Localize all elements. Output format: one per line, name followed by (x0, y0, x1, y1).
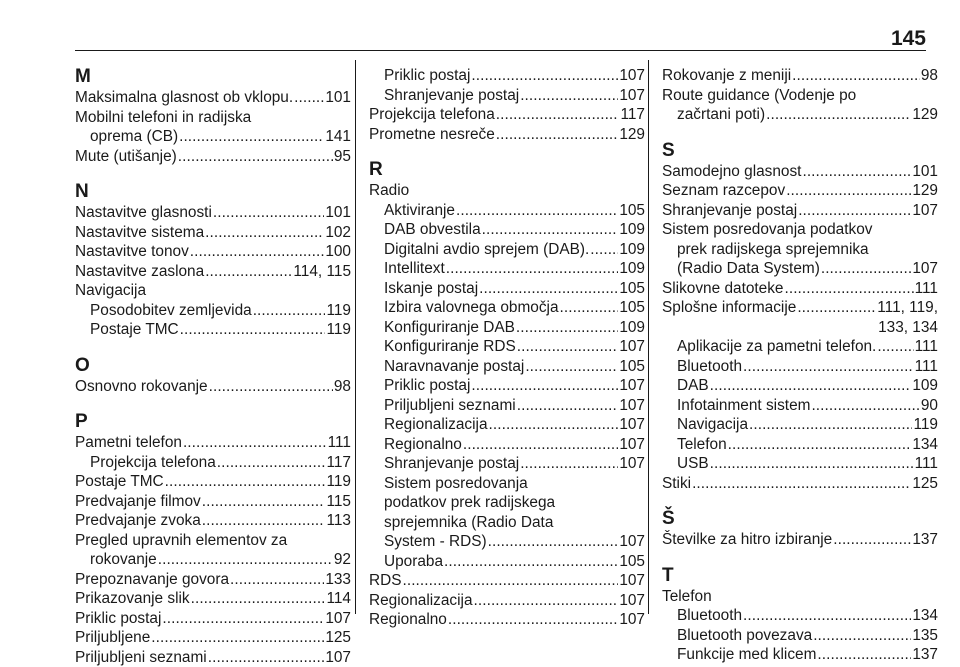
entry-text: Regionalno (369, 610, 447, 630)
entry-page: 133 (325, 570, 351, 590)
dot-leader (446, 259, 619, 279)
entry-text: Prepoznavanje govora (75, 570, 229, 590)
entry-text: Predvajanje filmov (75, 492, 201, 512)
dot-leader (813, 626, 911, 646)
entry-text: Posodobitev zemljevida (90, 301, 252, 321)
entry-text: začrtani poti) (677, 105, 765, 125)
index-subentry (369, 337, 645, 357)
dot-leader (743, 357, 914, 377)
entry-text: Nastavitve tonov (75, 242, 189, 262)
dot-leader (743, 606, 911, 626)
index-entry (75, 433, 351, 453)
entry-page: 98 (334, 377, 351, 397)
index-subentry (369, 86, 645, 106)
dot-leader (444, 552, 618, 572)
entry-page: 114, 115 (293, 262, 351, 282)
entry-page: 102 (325, 223, 351, 243)
index-subentry (662, 396, 938, 416)
entry-text: Prikazovanje slik (75, 589, 190, 609)
dot-leader (213, 203, 324, 223)
index-entry (662, 279, 938, 299)
entry-page: 107 (325, 609, 351, 629)
index-subentry (369, 298, 645, 318)
entry-page: 107 (619, 396, 645, 416)
index-letter-heading: M (75, 66, 351, 88)
entry-text: Rokovanje z meniji (662, 66, 791, 86)
entry-text: Postaje TMC (75, 472, 164, 492)
index-subentry-line: prek radijskega sprejemnika (662, 240, 938, 260)
dot-leader (520, 454, 618, 474)
dot-leader (403, 571, 619, 591)
index-subentry (662, 626, 938, 646)
dot-leader (151, 628, 324, 648)
entry-text: Funkcije med klicem (677, 645, 816, 665)
entry-page: 100 (325, 242, 351, 262)
index-entry-line: Radio (369, 181, 645, 201)
entry-text: Intellitext (384, 259, 445, 279)
dot-leader (817, 645, 911, 665)
entry-text: Maksimalna glasnost ob vklopu. (75, 88, 293, 108)
dot-leader (517, 337, 619, 357)
index-subentry (662, 259, 938, 279)
dot-leader (792, 66, 920, 86)
dot-leader (456, 201, 618, 221)
index-entry (662, 66, 938, 86)
entry-page: 105 (619, 201, 645, 221)
entry-page: 119 (326, 472, 351, 492)
index-entry (662, 298, 938, 318)
dot-leader (833, 530, 911, 550)
entry-page: 107 (619, 532, 645, 552)
entry-page: 129 (912, 181, 938, 201)
dot-leader (294, 88, 324, 108)
dot-leader (191, 589, 326, 609)
dot-leader (471, 376, 618, 396)
index-entry (75, 203, 351, 223)
entry-text: System - RDS) (384, 532, 487, 552)
entry-page: 111 (915, 454, 938, 474)
index-letter-heading: P (75, 411, 351, 433)
dot-leader (205, 223, 324, 243)
index-subentry (369, 435, 645, 455)
dot-leader (496, 105, 620, 125)
dot-leader (517, 396, 619, 416)
index-subentry-line: Sistem posredovanja (369, 474, 645, 494)
entry-text: Predvajanje zvoka (75, 511, 201, 531)
entry-page: 107 (325, 648, 351, 667)
index-entry (75, 492, 351, 512)
index-subentry (662, 357, 938, 377)
entry-page: 109 (619, 259, 645, 279)
dot-leader (479, 279, 618, 299)
dot-leader (471, 66, 618, 86)
entry-text: Postaje TMC (90, 320, 179, 340)
index-entry (662, 474, 938, 494)
entry-page: 111 (328, 433, 351, 453)
dot-leader (590, 240, 618, 260)
entry-text: Bluetooth (677, 606, 742, 626)
dot-leader (474, 591, 619, 611)
entry-text: Samodejno glasnost (662, 162, 801, 182)
index-entry (75, 609, 351, 629)
index-subentry (75, 320, 351, 340)
index-entry (75, 242, 351, 262)
index-entry (75, 147, 351, 167)
index-subentry (662, 645, 938, 665)
index-entry (75, 648, 351, 667)
entry-text: Projekcija telefona (369, 105, 495, 125)
index-letter-heading: Š (662, 508, 938, 530)
index-subentry (369, 552, 645, 572)
index-entry (75, 262, 351, 282)
entry-text: RDS (369, 571, 402, 591)
dot-leader (516, 318, 618, 338)
index-entry-line: Mobilni telefoni in radijska (75, 108, 351, 128)
index-letter-heading: S (662, 140, 938, 162)
dot-leader (205, 262, 292, 282)
index-entry-line: Sistem posredovanja podatkov (662, 220, 938, 240)
entry-text: Uporaba (384, 552, 443, 572)
entry-text: Izbira valovnega območja (384, 298, 559, 318)
dot-leader (489, 415, 619, 435)
entry-text: Pametni telefon (75, 433, 182, 453)
index-entry (75, 628, 351, 648)
entry-text: Aplikacije za pametni telefon. (677, 337, 876, 357)
dot-leader (821, 259, 911, 279)
index-subentry-line: sprejemnika (Radio Data (369, 513, 645, 533)
index-entry-line: Route guidance (Vodenje po (662, 86, 938, 106)
column-divider (648, 60, 649, 614)
entry-text: Shranjevanje postaj (662, 201, 797, 221)
entry-page: 105 (619, 279, 645, 299)
entry-text: Številke za hitro izbiranje (662, 530, 832, 550)
dot-leader (180, 320, 326, 340)
dot-leader (560, 298, 619, 318)
index-subentry (75, 453, 351, 473)
dot-leader (802, 162, 911, 182)
index-subentry (369, 259, 645, 279)
entry-page: 119 (326, 301, 351, 321)
dot-leader (162, 609, 324, 629)
dot-leader (692, 474, 911, 494)
index-entry (75, 472, 351, 492)
index-entry (662, 162, 938, 182)
index-letter-heading: R (369, 159, 645, 181)
index-column-2 (369, 66, 645, 630)
dot-leader (728, 435, 912, 455)
entry-page: 101 (912, 162, 938, 182)
dot-leader (463, 435, 618, 455)
entry-text: USB (677, 454, 709, 474)
index-entry (75, 570, 351, 590)
entry-page-continuation: 133, 134 (662, 318, 938, 338)
entry-page: 115 (326, 492, 351, 512)
entry-page: 129 (619, 125, 645, 145)
index-column-3 (662, 66, 938, 665)
dot-leader (749, 415, 912, 435)
entry-page: 137 (912, 645, 938, 665)
entry-page: 111 (915, 357, 938, 377)
entry-page: 109 (912, 376, 938, 396)
entry-page: 113 (326, 511, 351, 531)
entry-page: 109 (619, 318, 645, 338)
entry-page: 129 (912, 105, 938, 125)
index-subentry (662, 435, 938, 455)
entry-page: 111, 119, (877, 298, 938, 318)
index-letter-heading: O (75, 355, 351, 377)
entry-text: oprema (CB) (90, 127, 178, 147)
dot-leader (202, 511, 326, 531)
index-subentry-line: podatkov prek radijskega (369, 493, 645, 513)
entry-text: Nastavitve zaslona (75, 262, 204, 282)
entry-text: DAB obvestila (384, 220, 481, 240)
entry-text: Priklic postaj (384, 66, 470, 86)
entry-page: 119 (913, 415, 938, 435)
dot-leader (496, 125, 619, 145)
index-entry-line: Pregled upravnih elementov za (75, 531, 351, 551)
dot-leader (482, 220, 619, 240)
index-letter-heading: N (75, 181, 351, 203)
index-subentry (369, 318, 645, 338)
dot-leader (230, 570, 324, 590)
entry-text: Naravnavanje postaj (384, 357, 524, 377)
index-subentry (369, 357, 645, 377)
dot-leader (786, 181, 911, 201)
entry-page: 117 (620, 105, 645, 125)
entry-page: 107 (912, 259, 938, 279)
entry-text: Aktiviranje (384, 201, 455, 221)
entry-page: 111 (915, 279, 938, 299)
entry-page: 107 (619, 86, 645, 106)
entry-page: 105 (619, 298, 645, 318)
page-number: 145 (891, 26, 926, 52)
entry-page: 98 (921, 66, 938, 86)
dot-leader (165, 472, 326, 492)
entry-page: 141 (325, 127, 351, 147)
index-entry (369, 125, 645, 145)
index-entry (369, 105, 645, 125)
entry-text: Telefon (677, 435, 727, 455)
entry-text: Regionalizacija (369, 591, 473, 611)
index-entry (662, 530, 938, 550)
entry-text: Priklic postaj (384, 376, 470, 396)
index-subentry (369, 415, 645, 435)
entry-text: Slikovne datoteke (662, 279, 784, 299)
entry-page: 114 (326, 589, 351, 609)
dot-leader (217, 453, 326, 473)
entry-page: 105 (619, 357, 645, 377)
entry-page: 107 (619, 337, 645, 357)
index-entry (75, 88, 351, 108)
index-subentry (369, 279, 645, 299)
dot-leader (209, 377, 333, 397)
entry-text: Bluetooth povezava (677, 626, 812, 646)
index-entry (75, 377, 351, 397)
entry-text: Shranjevanje postaj (384, 86, 519, 106)
entry-text: Shranjevanje postaj (384, 454, 519, 474)
entry-text: rokovanje (90, 550, 157, 570)
dot-leader (158, 550, 333, 570)
index-entry (75, 223, 351, 243)
entry-text: Stiki (662, 474, 691, 494)
dot-leader (525, 357, 618, 377)
entry-page: 109 (619, 240, 645, 260)
entry-page: 125 (325, 628, 351, 648)
entry-text: DAB (677, 376, 709, 396)
header-rule (75, 50, 926, 51)
dot-leader (183, 433, 327, 453)
dot-leader (448, 610, 618, 630)
entry-text: Konfiguriranje RDS (384, 337, 516, 357)
entry-text: Digitalni avdio sprejem (DAB). (384, 240, 589, 260)
dot-leader (766, 105, 911, 125)
entry-page: 107 (619, 415, 645, 435)
entry-page: 111 (915, 337, 938, 357)
entry-page: 107 (619, 571, 645, 591)
dot-leader (202, 492, 326, 512)
entry-page: 117 (326, 453, 351, 473)
entry-text: (Radio Data System) (677, 259, 820, 279)
index-subentry (75, 301, 351, 321)
index-subentry (369, 396, 645, 416)
entry-page: 95 (334, 147, 351, 167)
dot-leader (877, 337, 913, 357)
entry-page: 119 (326, 320, 351, 340)
index-entry (369, 610, 645, 630)
entry-text: Splošne informacije (662, 298, 796, 318)
dot-leader (190, 242, 325, 262)
dot-leader (785, 279, 914, 299)
index-subentry (662, 606, 938, 626)
index-entry (369, 571, 645, 591)
entry-text: Iskanje postaj (384, 279, 478, 299)
entry-text: Regionalizacija (384, 415, 488, 435)
entry-text: Navigacija (677, 415, 748, 435)
entry-page: 101 (325, 88, 351, 108)
dot-leader (798, 201, 911, 221)
index-subentry (662, 105, 938, 125)
dot-leader (178, 147, 333, 167)
index-entry (75, 589, 351, 609)
dot-leader (208, 648, 325, 667)
entry-text: Konfiguriranje DAB (384, 318, 515, 338)
dot-leader (253, 301, 326, 321)
index-entry-line: Telefon (662, 587, 938, 607)
index-subentry (369, 201, 645, 221)
entry-page: 135 (912, 626, 938, 646)
entry-page: 107 (619, 376, 645, 396)
index-column-1 (75, 66, 351, 667)
entry-page: 109 (619, 220, 645, 240)
column-divider (355, 60, 356, 614)
entry-page: 137 (912, 530, 938, 550)
entry-text: Seznam razcepov (662, 181, 785, 201)
index-subentry (369, 376, 645, 396)
index-subentry (662, 376, 938, 396)
index-entry-line: Navigacija (75, 281, 351, 301)
entry-page: 125 (912, 474, 938, 494)
entry-text: Nastavitve sistema (75, 223, 204, 243)
entry-text: Nastavitve glasnosti (75, 203, 212, 223)
index-subentry (662, 415, 938, 435)
index-subentry (662, 337, 938, 357)
dot-leader (520, 86, 618, 106)
index-entry (75, 511, 351, 531)
dot-leader (179, 127, 324, 147)
index-subentry (369, 454, 645, 474)
entry-page: 134 (912, 606, 938, 626)
entry-text: Bluetooth (677, 357, 742, 377)
entry-text: Priljubljeni seznami (75, 648, 207, 667)
entry-page: 134 (912, 435, 938, 455)
index-subentry (369, 220, 645, 240)
entry-page: 107 (619, 454, 645, 474)
index-subentry (369, 240, 645, 260)
index-subentry (75, 550, 351, 570)
dot-leader (710, 454, 914, 474)
entry-page: 90 (921, 396, 938, 416)
entry-text: Regionalno (384, 435, 462, 455)
entry-text: Projekcija telefona (90, 453, 216, 473)
entry-page: 107 (912, 201, 938, 221)
entry-page: 105 (619, 552, 645, 572)
entry-text: Priklic postaj (75, 609, 161, 629)
index-entry (662, 201, 938, 221)
index-subentry (662, 454, 938, 474)
entry-page: 107 (619, 591, 645, 611)
index-entry (662, 181, 938, 201)
entry-text: Mute (utišanje) (75, 147, 177, 167)
entry-text: Prometne nesreče (369, 125, 495, 145)
dot-leader (811, 396, 919, 416)
entry-text: Infotainment sistem (677, 396, 810, 416)
entry-page: 107 (619, 610, 645, 630)
index-subentry (75, 127, 351, 147)
entry-page: 107 (619, 435, 645, 455)
entry-text: Priljubljene (75, 628, 150, 648)
dot-leader (488, 532, 619, 552)
entry-text: Osnovno rokovanje (75, 377, 208, 397)
entry-page: 107 (619, 66, 645, 86)
dot-leader (710, 376, 912, 396)
dot-leader (797, 298, 876, 318)
entry-text: Priljubljeni seznami (384, 396, 516, 416)
index-subentry (369, 532, 645, 552)
index-letter-heading: T (662, 565, 938, 587)
entry-page: 92 (334, 550, 351, 570)
index-entry (369, 591, 645, 611)
entry-page: 101 (325, 203, 351, 223)
index-subentry (369, 66, 645, 86)
